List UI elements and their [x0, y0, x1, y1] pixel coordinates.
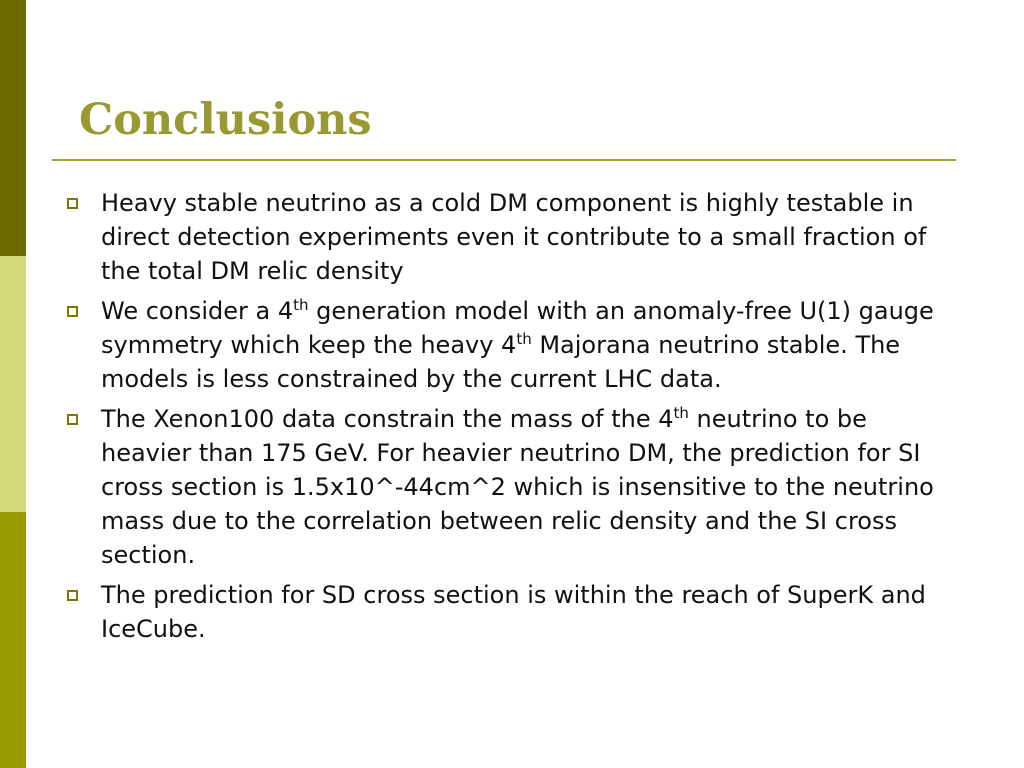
bullet-item-2	[62, 294, 962, 396]
superscript: th	[673, 404, 689, 422]
bullet-text: Majorana neutrino stable. The models is less constrained by the current LHC data.	[101, 331, 901, 393]
superscript: th	[516, 330, 532, 348]
bullet-text: neutrino to be heavier than 175 GeV. For heavier neutrino DM, the prediction for SI cross section is 1.5x10^-44cm^2 which is insensitive to the neutrino mass due to the correlation between relic density and the SI cross section.	[101, 405, 934, 569]
hollow-square-bullet-icon	[67, 306, 78, 317]
side-bar-top	[0, 0, 26, 256]
title-divider	[52, 159, 956, 161]
slide-title: Conclusions	[79, 95, 372, 145]
bullet-text: generation model with an anomaly-free U(1) gauge symmetry which keep the heavy 4	[101, 297, 934, 359]
bullet-text: The prediction for SD cross section is within the reach of SuperK and IceCube.	[101, 581, 926, 643]
bullet-item-3	[62, 402, 962, 572]
hollow-square-bullet-icon	[67, 198, 78, 209]
bullet-item-4	[62, 578, 962, 646]
bullet-text: We consider a 4	[101, 297, 294, 325]
hollow-square-bullet-icon	[67, 414, 78, 425]
side-bar-bottom	[0, 512, 26, 768]
bullet-text: Heavy stable neutrino as a cold DM component is highly testable in direct detection experiments even it contribute to a small fraction of the total DM relic density	[101, 189, 927, 285]
bullet-text: The Xenon100 data constrain the mass of the 4	[101, 405, 674, 433]
bullet-item-1	[62, 186, 962, 288]
bullet-list	[62, 186, 962, 652]
superscript: th	[293, 296, 309, 314]
hollow-square-bullet-icon	[67, 590, 78, 601]
side-bar-middle	[0, 256, 26, 512]
